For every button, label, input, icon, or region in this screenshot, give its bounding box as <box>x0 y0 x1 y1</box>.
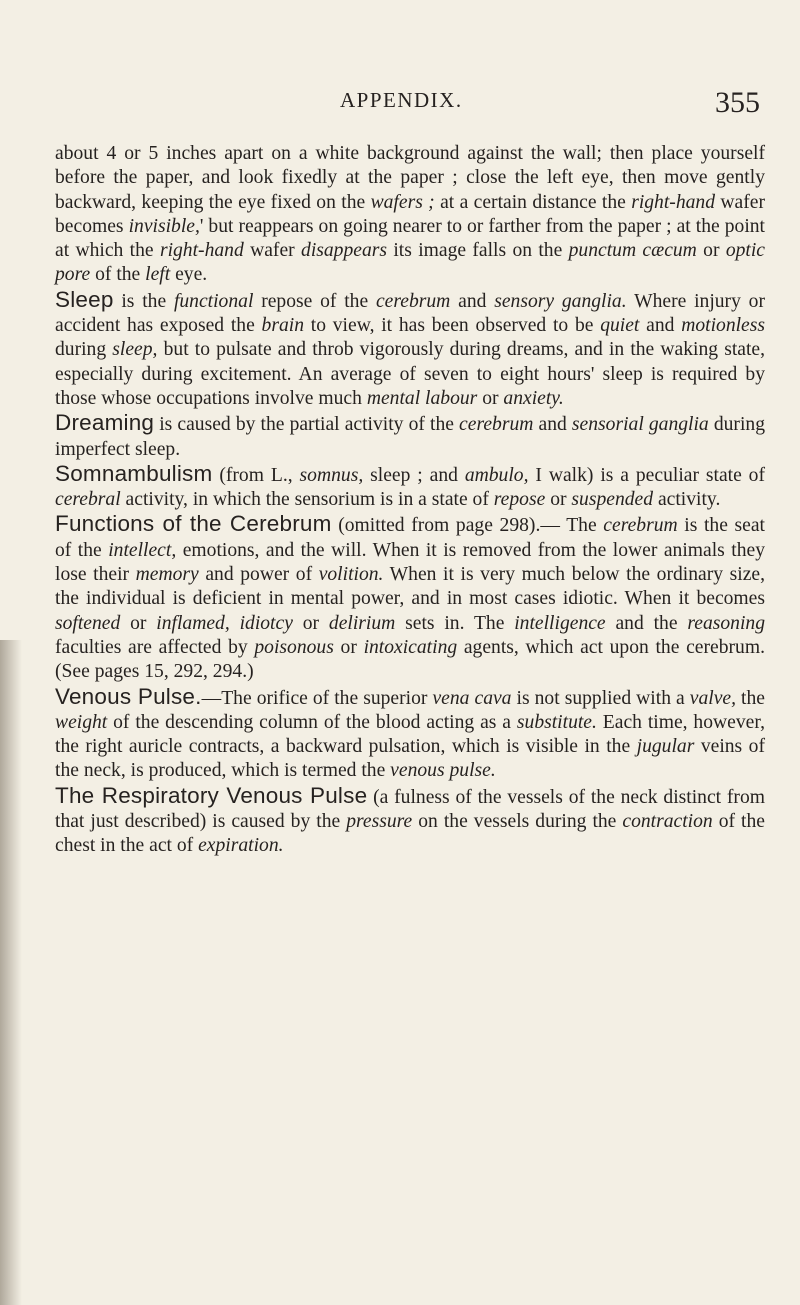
text-run: veins of the neck, is produced, which is termed the <box>55 736 765 782</box>
text-run: is caused by the partial activity of the <box>154 414 460 436</box>
italic-run: venous pulse. <box>390 760 496 782</box>
text-run: activity, in which the sensorium is in a state of <box>120 489 494 511</box>
text-run: is the <box>113 290 174 312</box>
italic-run: suspended <box>571 489 654 511</box>
text-run: faculties are affected by <box>55 636 255 658</box>
italic-run: pressure <box>346 811 413 833</box>
paragraph-text <box>55 143 765 285</box>
paragraph-venous-pulse <box>55 685 765 784</box>
italic-run: repose <box>493 489 546 511</box>
italic-run: right-hand <box>159 240 244 262</box>
italic-run: cerebrum <box>375 290 451 312</box>
paragraph-sleep <box>55 288 765 411</box>
paragraph-intro <box>55 140 765 288</box>
italic-run: intoxicating <box>363 636 458 658</box>
text-run: (a fulness of the vessels of the neck distinct from that just described) is caused by the <box>55 786 765 833</box>
italic-run: cerebrum <box>603 515 678 537</box>
text-run: sets in. The <box>395 612 515 634</box>
italic-run: disappears <box>301 240 388 262</box>
text-run: emotions, and the will. When it is removed from the lower animals they lose their <box>55 539 765 586</box>
text-run: of the descending column of the blood acting as a <box>107 711 517 733</box>
text-run: or <box>696 240 726 262</box>
italic-run: somnus, <box>299 464 364 486</box>
italic-run: softened <box>55 612 121 634</box>
paragraph-heading: The Respiratory Venous Pulse <box>55 782 368 808</box>
italic-run: intellect, <box>108 539 177 561</box>
paragraph-heading: Sleep <box>55 286 114 312</box>
text-run: on the vessels during the <box>412 811 623 833</box>
paragraph-heading: Dreaming <box>55 410 155 436</box>
paragraph-somnambulism <box>55 462 765 513</box>
text-run: or <box>120 612 157 634</box>
text-run <box>230 613 240 634</box>
text-run: or <box>333 636 364 658</box>
text-run: (from L., <box>212 464 300 486</box>
paragraph-heading: Somnambulism <box>55 460 213 486</box>
italic-run: sleep, <box>112 339 158 361</box>
text-run: the <box>736 687 765 709</box>
italic-run: poisonous <box>254 636 334 658</box>
text-run: of the <box>90 264 146 286</box>
page-number: 355 <box>715 86 760 119</box>
italic-run: vena cava <box>432 687 512 709</box>
italic-run: delirium <box>328 612 396 634</box>
text-run: or <box>292 612 329 634</box>
italic-run: invisible, <box>128 215 200 237</box>
text-run: and <box>639 315 682 337</box>
italic-run: mental labour <box>366 387 478 409</box>
italic-run: memory <box>135 564 199 586</box>
text-run: its image falls on the <box>387 240 569 262</box>
text-run: repose of the <box>253 290 376 312</box>
italic-run: sensorial ganglia <box>571 414 709 436</box>
page-header <box>55 88 760 128</box>
paragraph-text <box>55 414 765 459</box>
italic-run: reasoning <box>687 612 765 634</box>
text-run: and <box>450 290 495 312</box>
paragraph-functions-cerebrum <box>55 512 765 684</box>
text-run: but to pulsate and throb vigorously during dreams, and in the waking state, especially during excitement. An average of seven to eight hours' sleep is required by those whose occupations involve much <box>55 339 766 409</box>
text-run: is not supplied with a <box>511 687 690 709</box>
italic-run: cerebral <box>55 489 121 511</box>
italic-run: intelligence <box>514 612 606 634</box>
text-run: about 4 or 5 inches apart on a white background against the wall; then place yourself before the paper, and look fixedly at the paper ; close the left eye, then move gently backward, keeping the eye fixed on the <box>55 143 765 213</box>
text-run: Each time, however, the right auricle contracts, a backward pulsation, which is visible in the <box>55 711 765 758</box>
italic-run: anxiety. <box>503 387 564 409</box>
page-body <box>55 140 765 859</box>
text-run: Where injury or accident has exposed the <box>55 290 765 337</box>
paragraph-heading: Functions of the Cerebrum <box>55 511 332 537</box>
paragraph-dreaming <box>55 411 765 462</box>
running-head: APPENDIX. <box>340 88 463 112</box>
paragraph-text <box>55 515 765 682</box>
italic-run: wafers ; <box>370 191 435 213</box>
italic-run: quiet <box>600 315 640 337</box>
text-run: and power of <box>198 564 319 586</box>
text-run: is the seat of the <box>55 515 765 561</box>
italic-run: contraction <box>622 811 713 833</box>
italic-run: ambulo, <box>464 464 529 486</box>
paragraph-respiratory-venous-pulse <box>55 784 765 859</box>
italic-run: motionless <box>681 315 766 337</box>
italic-run: idiotcy <box>239 612 293 634</box>
text-run: wafer <box>243 240 302 262</box>
italic-run: cerebrum <box>459 414 534 436</box>
text-run: or <box>477 387 504 409</box>
text-run: or <box>545 489 572 511</box>
text-run: of the chest in the act of <box>55 811 765 857</box>
text-run: agents, which act upon the cerebrum. (See pages 15, 292, 294.) <box>55 636 765 683</box>
italic-run: weight <box>55 711 108 733</box>
text-run: wafer becomes <box>55 191 765 237</box>
text-run: I walk) is a peculiar state of <box>528 464 765 486</box>
italic-run: expiration. <box>198 835 284 857</box>
italic-run: functional <box>173 290 254 312</box>
binding-shadow <box>0 640 22 1305</box>
text-run: ' but reappears on going nearer to or farther from the paper ; at the point at which the <box>55 215 766 262</box>
italic-run: valve, <box>689 687 737 709</box>
paragraph-heading: Venous Pulse. <box>55 683 202 709</box>
text-run: sleep ; and <box>363 464 465 486</box>
text-run: during imperfect sleep. <box>55 414 765 460</box>
text-run: (omitted from page 298).— The <box>331 515 604 537</box>
text-run: during <box>55 339 113 361</box>
italic-run: left <box>145 264 171 286</box>
text-run: at a certain distance the <box>434 191 632 213</box>
italic-run: jugular <box>636 736 695 758</box>
italic-run: inflamed, <box>156 612 230 634</box>
text-run: to view, it has been observed to be <box>304 315 601 337</box>
text-run: —The orifice of the superior <box>201 687 433 709</box>
paragraph-text <box>55 291 765 409</box>
text-run: activity. <box>653 489 721 511</box>
italic-run: volition. <box>318 564 384 586</box>
italic-run: optic pore <box>55 240 765 286</box>
text-run: When it is very much below the ordinary size, the individual is deficient in mental power, and in most cases idiotic. When it becomes <box>55 564 766 610</box>
italic-run: right-hand <box>631 191 716 213</box>
italic-run: punctum cæcum <box>568 240 697 262</box>
text-run: and the <box>605 612 688 634</box>
italic-run: substitute. <box>516 711 597 733</box>
text-run: eye. <box>170 264 208 286</box>
italic-run: brain <box>261 315 305 337</box>
italic-run: sensory ganglia. <box>494 290 627 312</box>
text-run: and <box>533 414 572 436</box>
